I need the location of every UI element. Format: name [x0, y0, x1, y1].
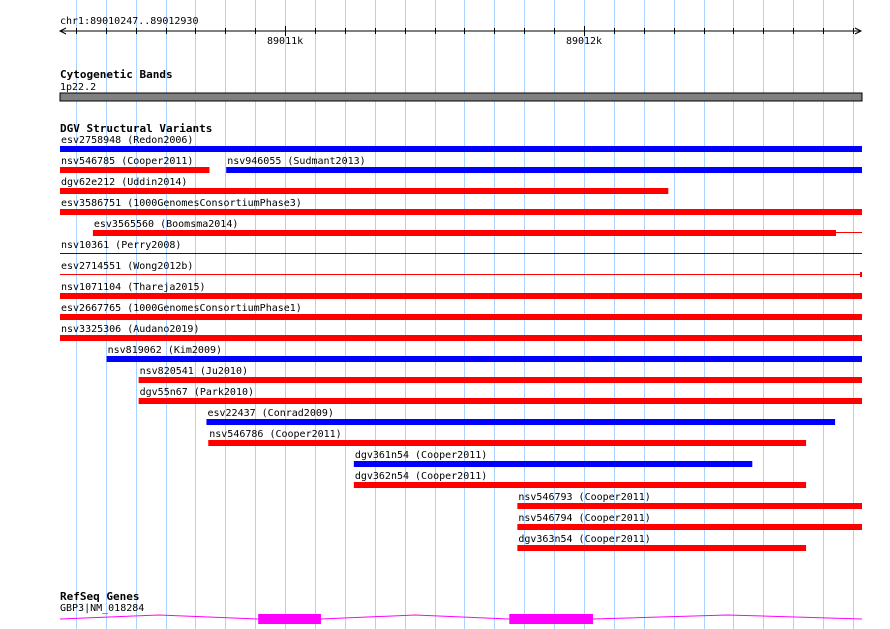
gene-model[interactable]	[60, 614, 862, 624]
dgv-feature-bar[interactable]	[517, 503, 862, 509]
cytoband-track-title: Cytogenetic Bands	[60, 68, 173, 81]
dgv-feature-bar[interactable]	[354, 461, 752, 467]
dgv-feature-bar[interactable]	[60, 335, 862, 341]
dgv-feature-bar[interactable]	[208, 440, 806, 446]
dgv-feature-dgv363n54[interactable]	[517, 534, 806, 551]
cytoband-bar[interactable]	[60, 93, 862, 101]
dgv-feature-esv22437[interactable]	[206, 408, 835, 425]
ruler-tick-label: 89011k	[267, 36, 304, 47]
ruler-tick-label: 89012k	[565, 36, 603, 47]
region-label: chr1:89010247..89012930	[60, 16, 199, 27]
dgv-feature-bar[interactable]	[517, 524, 862, 530]
dgv-feature-label: nsv546793 (Cooper2011)	[518, 492, 651, 503]
dgv-feature-label: dgv363n54 (Cooper2011)	[518, 534, 651, 545]
dgv-feature-bar[interactable]	[206, 419, 835, 425]
dgv-feature-esv2714551[interactable]	[60, 261, 862, 277]
dgv-feature-esv3565560[interactable]	[93, 219, 862, 236]
dgv-feature-bar[interactable]	[60, 146, 862, 152]
dgv-feature-nsv546785[interactable]	[60, 156, 209, 173]
dgv-feature-label: nsv546785 (Cooper2011)	[61, 156, 194, 167]
dgv-feature-esv2758948[interactable]	[60, 135, 862, 152]
dgv-feature-bar[interactable]	[60, 167, 209, 173]
dgv-feature-dgv62e212[interactable]	[60, 177, 668, 194]
ruler[interactable]	[60, 16, 861, 47]
dgv-feature-label: esv3565560 (Boomsma2014)	[93, 219, 239, 230]
dgv-feature-label: esv2714551 (Wong2012b)	[61, 261, 194, 272]
dgv-features	[60, 135, 862, 551]
refseq-track[interactable]	[60, 590, 862, 624]
dgv-feature-esv2667765[interactable]	[60, 303, 862, 320]
dgv-feature-bar[interactable]	[139, 377, 862, 383]
dgv-feature-nsv946055[interactable]	[226, 156, 862, 173]
dgv-feature-dgv362n54[interactable]	[354, 471, 806, 488]
dgv-track[interactable]	[60, 122, 862, 551]
dgv-feature-label: nsv1071104 (Thareja2015)	[61, 282, 206, 293]
dgv-feature-bar[interactable]	[93, 230, 836, 236]
gene-exon[interactable]	[258, 614, 321, 624]
gene-intron	[593, 615, 862, 619]
dgv-feature-label: dgv362n54 (Cooper2011)	[354, 471, 488, 482]
dgv-feature-label: nsv820541 (Ju2010)	[139, 366, 248, 377]
dgv-feature-nsv3325306[interactable]	[60, 324, 862, 341]
dgv-feature-bar[interactable]	[107, 356, 862, 362]
dgv-feature-dgv361n54[interactable]	[354, 450, 752, 467]
dgv-feature-bar[interactable]	[60, 293, 862, 299]
gene-label: GBP3|NM_018284	[60, 603, 145, 614]
dgv-feature-label: nsv10361 (Perry2008)	[61, 240, 182, 251]
gene-intron	[60, 615, 258, 619]
dgv-feature-bar[interactable]	[60, 314, 862, 320]
dgv-feature-esv3586751[interactable]	[60, 198, 862, 215]
dgv-feature-label: esv2667765 (1000GenomesConsortiumPhase1)	[61, 303, 302, 314]
refseq-track-title: RefSeq Genes	[60, 590, 140, 603]
dgv-feature-nsv1071104[interactable]	[60, 282, 862, 299]
dgv-feature-label: esv22437 (Conrad2009)	[207, 408, 334, 419]
dgv-feature-label: nsv3325306 (Audano2019)	[61, 324, 200, 335]
gene-intron	[321, 615, 509, 619]
dgv-feature-label: dgv55n67 (Park2010)	[139, 387, 255, 398]
dgv-feature-nsv10361[interactable]	[60, 240, 862, 254]
dgv-feature-nsv546794[interactable]	[517, 513, 862, 530]
dgv-feature-nsv546793[interactable]	[517, 492, 862, 509]
cytoband-label: 1p22.2	[60, 82, 97, 93]
dgv-feature-label: nsv946055 (Sudmant2013)	[227, 156, 366, 167]
dgv-feature-nsv820541[interactable]	[139, 366, 862, 383]
cytoband-track[interactable]	[60, 68, 862, 101]
dgv-feature-label: nsv546794 (Cooper2011)	[518, 513, 651, 524]
gene-exon[interactable]	[509, 614, 593, 624]
dgv-feature-label: esv3586751 (1000GenomesConsortiumPhase3)	[61, 198, 302, 209]
dgv-feature-nsv546786[interactable]	[208, 429, 806, 446]
dgv-feature-bar[interactable]	[139, 398, 862, 404]
dgv-feature-label: dgv62e212 (Uddin2014)	[61, 177, 188, 188]
dgv-feature-dgv55n67[interactable]	[139, 387, 862, 404]
dgv-feature-bar[interactable]	[60, 188, 668, 194]
dgv-feature-bar[interactable]	[354, 482, 806, 488]
dgv-feature-nsv819062[interactable]	[107, 345, 862, 362]
dgv-track-title: DGV Structural Variants	[60, 122, 213, 135]
dgv-feature-label: nsv819062 (Kim2009)	[107, 345, 223, 356]
dgv-feature-label: nsv546786 (Cooper2011)	[209, 429, 342, 440]
dgv-feature-label: esv2758948 (Redon2006)	[61, 135, 194, 146]
dgv-feature-label: dgv361n54 (Cooper2011)	[354, 450, 488, 461]
dgv-feature-bar[interactable]	[226, 167, 862, 173]
dgv-feature-bar[interactable]	[517, 545, 806, 551]
dgv-feature-bar[interactable]	[60, 209, 862, 215]
dgv-feature-end-tick	[860, 272, 862, 277]
